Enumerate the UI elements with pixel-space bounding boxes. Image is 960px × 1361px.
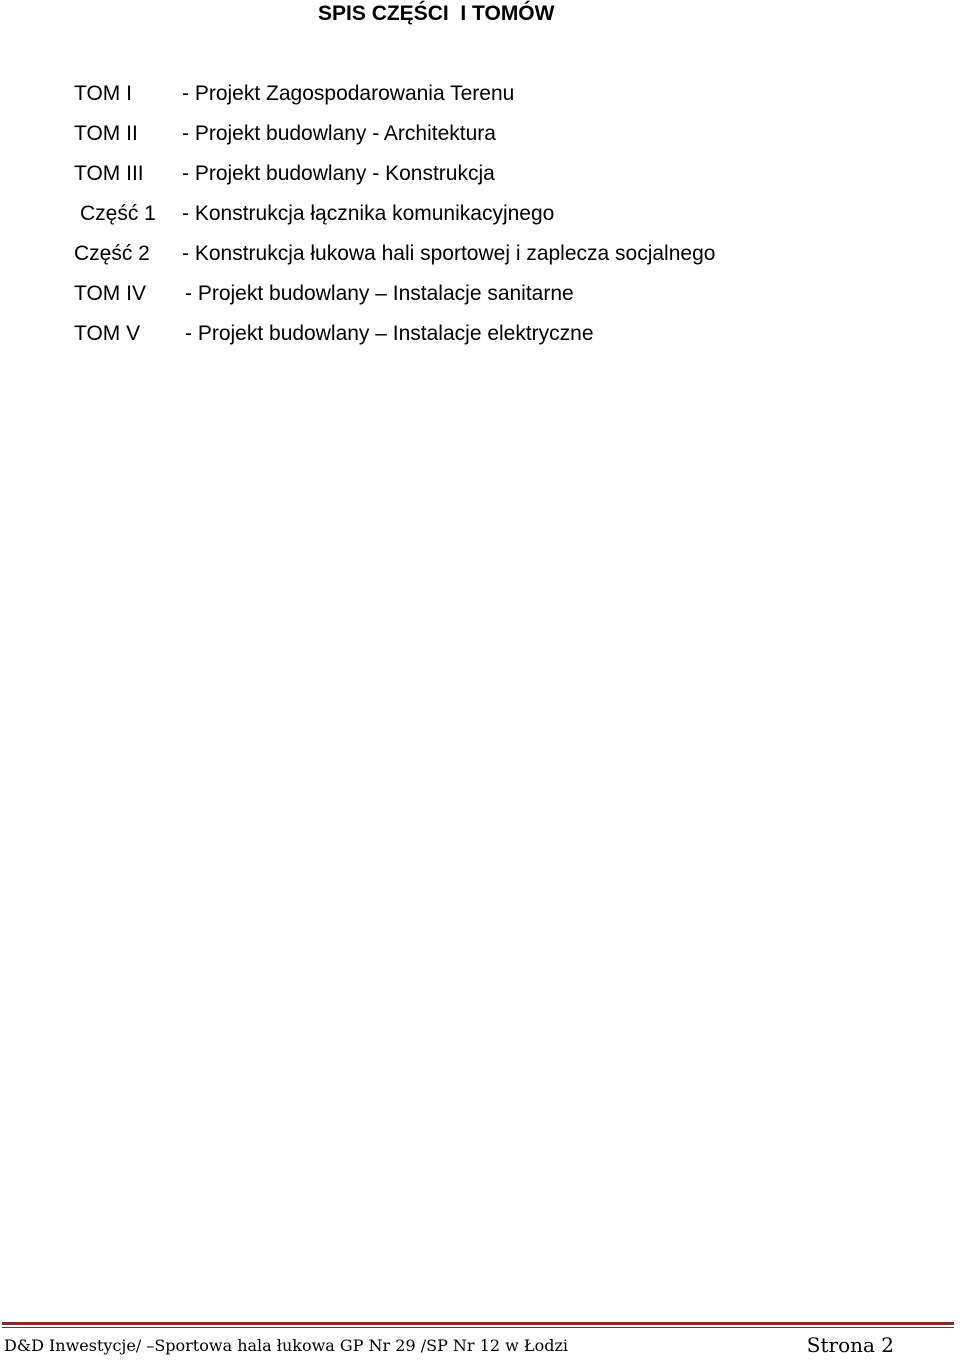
- toc-label: Część 2: [74, 242, 150, 265]
- toc-label: Część 1: [80, 202, 156, 225]
- page-number: Strona 2: [806, 1333, 894, 1357]
- toc-description: - Konstrukcja łukowa hali sportowej i zaplecza socjalnego: [182, 242, 716, 265]
- toc-label: TOM III: [74, 162, 144, 185]
- footer-divider-thin: [2, 1327, 954, 1328]
- toc-description: - Projekt budowlany – Instalacje sanitarne: [185, 282, 574, 305]
- footer-divider: [2, 1322, 954, 1325]
- toc-label: TOM V: [74, 322, 141, 345]
- toc-description: - Konstrukcja łącznika komunikacyjnego: [182, 202, 555, 225]
- toc-description: - Projekt budowlany – Instalacje elektryczne: [185, 322, 594, 345]
- toc-row-tom-5: [0, 322, 960, 352]
- toc-row-tom-3: [0, 162, 960, 192]
- toc-label: TOM II: [74, 122, 138, 145]
- toc-row-tom-4: [0, 282, 960, 312]
- toc-description: - Projekt budowlany - Konstrukcja: [182, 162, 495, 185]
- toc-label: TOM IV: [74, 282, 146, 305]
- footer-project-text: D&D Inwestycje/ –Sportowa hala łukowa GP Nr 29 /SP Nr 12 w Łodzi: [4, 1336, 569, 1355]
- toc-row-tom-2: [0, 122, 960, 152]
- page-title: SPIS CZĘŚCI I TOMÓW: [318, 2, 555, 25]
- toc-row-tom-1: [0, 82, 960, 112]
- toc-label: TOM I: [74, 82, 132, 105]
- toc-description: - Projekt budowlany - Architektura: [182, 122, 496, 145]
- toc-description: - Projekt Zagospodarowania Terenu: [182, 82, 515, 105]
- toc-row-czesc-1: [0, 202, 960, 232]
- toc-row-czesc-2: [0, 242, 960, 272]
